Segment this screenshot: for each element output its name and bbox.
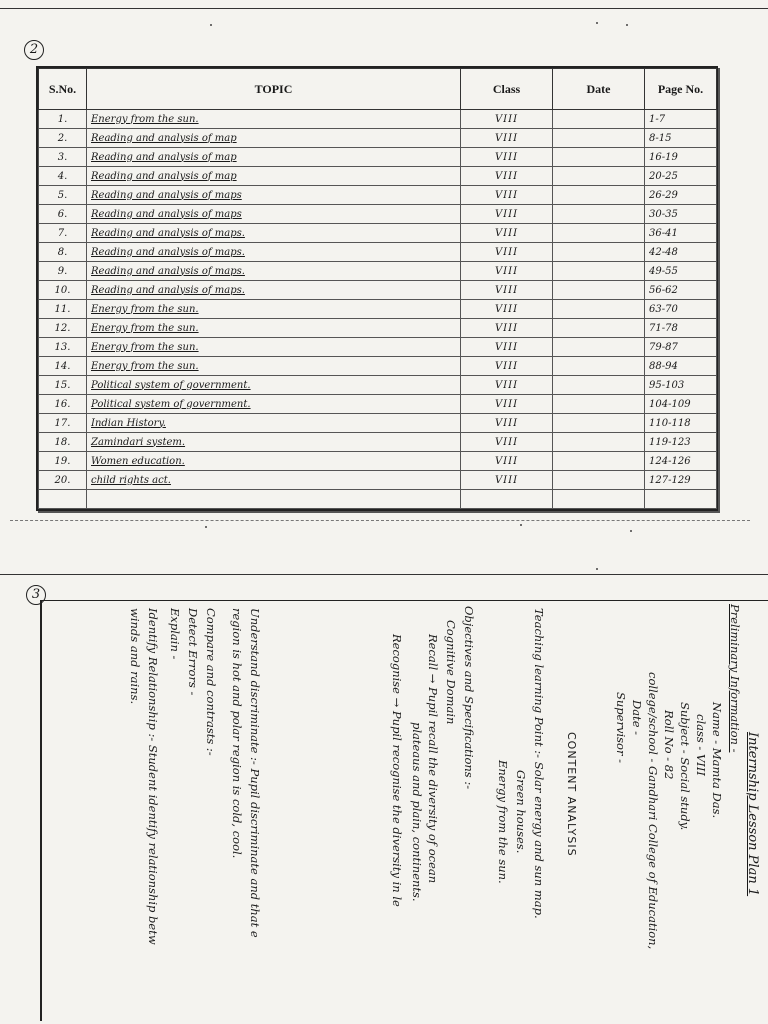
understand-continued: region is hot and polar region is cold, cool. [230,608,244,859]
row-topic: Indian History. [87,414,461,433]
row-page: 30-35 [645,205,717,224]
table-row [39,376,717,395]
table-row [39,167,717,186]
row-sno: 2. [39,129,87,148]
row-topic: Energy from the sun. [87,319,461,338]
row-date [553,395,645,414]
header-date: Date [553,69,645,110]
recall-continued: plateaus and plain, continents. [410,722,424,902]
college-line: college/school - Gandhari College of Education, [646,672,660,950]
row-topic: Reading and analysis of map [87,167,461,186]
identify-relationship-line: Identify Relationship :- Student identify relationship betw [146,608,160,945]
table-row [39,338,717,357]
row-class: VIII [461,452,553,471]
row-date [553,129,645,148]
date-line: Date - [630,700,644,736]
row-topic: child rights act. [87,471,461,490]
table-row [39,224,717,243]
row-page: 26-29 [645,186,717,205]
row-sno: 19. [39,452,87,471]
class-line: class - VIII [694,714,708,776]
row-class: VIII [461,262,553,281]
row-date [553,471,645,490]
row-class: VIII [461,129,553,148]
scan-speck [210,24,212,26]
row-page: 20-25 [645,167,717,186]
row-sno: 9. [39,262,87,281]
row-sno: 1. [39,110,87,129]
row-topic: Energy from the sun. [87,110,461,129]
roll-line: Roll No - 82 [662,710,676,780]
row-page: 63-70 [645,300,717,319]
row-topic: Reading and analysis of maps. [87,281,461,300]
row-page: 8-15 [645,129,717,148]
row-page [645,490,717,509]
row-date [553,452,645,471]
row-class: VIII [461,300,553,319]
header-class: Class [461,69,553,110]
row-topic: Reading and analysis of maps. [87,262,461,281]
row-page: 127-129 [645,471,717,490]
detect-errors-line: Detect Errors - [186,608,200,696]
row-sno: 14. [39,357,87,376]
row-date [553,319,645,338]
index-table [38,68,717,509]
row-page: 49-55 [645,262,717,281]
row-class: VIII [461,205,553,224]
row-page: 88-94 [645,357,717,376]
row-date [553,243,645,262]
row-date [553,167,645,186]
scan-speck [596,568,598,570]
table-row [39,281,717,300]
page-break-line-2 [10,520,750,521]
header-topic: TOPIC [87,69,461,110]
lesson-plan-content-lower [0,602,264,1017]
row-page: 1-7 [645,110,717,129]
table-row [39,471,717,490]
row-topic: Reading and analysis of maps [87,186,461,205]
row-topic: Zamindari system. [87,433,461,452]
content-analysis-heading: CONTENT ANALYSIS [565,732,578,857]
row-sno: 12. [39,319,87,338]
index-table-body [39,110,717,509]
table-row [39,452,717,471]
row-topic: Reading and analysis of map [87,129,461,148]
explain-line: Explain - [168,608,182,660]
row-class: VIII [461,414,553,433]
row-date [553,186,645,205]
row-sno: 3. [39,148,87,167]
row-date [553,376,645,395]
row-date [553,205,645,224]
row-sno: 11. [39,300,87,319]
row-page: 95-103 [645,376,717,395]
table-row [39,129,717,148]
row-sno: 8. [39,243,87,262]
teaching-sub-2: Energy from the sun. [496,760,510,884]
table-row [39,243,717,262]
scan-speck [630,530,632,532]
identify-continued: winds and rains. [128,608,142,705]
row-sno: 10. [39,281,87,300]
row-class: VIII [461,148,553,167]
row-sno: 4. [39,167,87,186]
scan-speck [205,526,207,528]
row-class: VIII [461,471,553,490]
row-date [553,224,645,243]
table-row [39,186,717,205]
row-page: 104-109 [645,395,717,414]
row-page: 119-123 [645,433,717,452]
row-topic: Reading and analysis of maps. [87,224,461,243]
row-sno: 6. [39,205,87,224]
row-topic: Reading and analysis of maps [87,205,461,224]
row-page: 124-126 [645,452,717,471]
table-row [39,395,717,414]
row-topic: Energy from the sun. [87,357,461,376]
table-row [39,414,717,433]
row-date [553,110,645,129]
recall-line: Recall → Pupil recall the diversity of ocean [426,634,440,884]
row-topic: Reading and analysis of map [87,148,461,167]
row-page: 71-78 [645,319,717,338]
row-class: VIII [461,167,553,186]
row-date [553,300,645,319]
objectives-heading: Objectives and Specifications :- [462,606,476,790]
subject-line: Subject - Social study. [678,702,692,831]
row-date [553,148,645,167]
page-number-badge-2: 2 [24,40,44,60]
row-topic: Reading and analysis of maps. [87,243,461,262]
row-class: VIII [461,186,553,205]
row-sno: 7. [39,224,87,243]
row-date [553,433,645,452]
index-table-container [36,66,718,511]
top-page-edge [0,8,768,9]
row-class [461,490,553,509]
row-page: 56-62 [645,281,717,300]
row-page: 42-48 [645,243,717,262]
row-sno: 18. [39,433,87,452]
row-class: VIII [461,319,553,338]
header-page: Page No. [645,69,717,110]
row-class: VIII [461,281,553,300]
table-row [39,300,717,319]
cognitive-heading: Cognitive Domain [444,620,458,725]
name-line: Name - Mamta Das. [710,702,724,819]
row-sno [39,490,87,509]
row-page: 110-118 [645,414,717,433]
row-date [553,414,645,433]
scan-speck [626,24,628,26]
row-sno: 13. [39,338,87,357]
table-row [39,262,717,281]
row-class: VIII [461,376,553,395]
row-class: VIII [461,224,553,243]
table-row [39,148,717,167]
table-row [39,110,717,129]
recognise-line: Recognise → Pupil recognise the diversity in le [390,634,404,907]
row-page: 79-87 [645,338,717,357]
row-class: VIII [461,243,553,262]
row-class: VIII [461,433,553,452]
row-class: VIII [461,110,553,129]
table-row [39,319,717,338]
lesson-plan-title: Internship Lesson Plan 1 [745,732,760,897]
row-sno: 16. [39,395,87,414]
table-row [39,205,717,224]
row-topic: Political system of government. [87,376,461,395]
row-topic [87,490,461,509]
row-date [553,338,645,357]
scan-speck [596,22,598,24]
row-topic: Energy from the sun. [87,338,461,357]
row-page: 16-19 [645,148,717,167]
table-row [39,433,717,452]
row-sno: 15. [39,376,87,395]
row-date [553,357,645,376]
row-class: VIII [461,357,553,376]
row-date [553,281,645,300]
row-date [553,262,645,281]
row-class: VIII [461,395,553,414]
page-number-badge-3: 3 [26,585,46,605]
table-row [39,357,717,376]
supervisor-line: Supervisor - [614,692,628,763]
scan-speck [520,524,522,526]
row-sno: 20. [39,471,87,490]
row-sno: 5. [39,186,87,205]
row-date [553,490,645,509]
teaching-point-line: Teaching learning Point :- Solar energy and sun map. [532,608,546,919]
row-topic: Political system of government. [87,395,461,414]
index-header-row [39,69,717,110]
preliminary-heading: Preliminary Information - [728,604,742,753]
teaching-sub-1: Green houses. [514,770,528,854]
header-sno: S.No. [39,69,87,110]
row-sno: 17. [39,414,87,433]
row-class: VIII [461,338,553,357]
understand-line-2: Understand discriminate :- Pupil discriminate and that e [248,608,262,938]
row-topic: Energy from the sun. [87,300,461,319]
row-page: 36-41 [645,224,717,243]
table-row [39,490,717,509]
compare-line: Compare and contrasts :- [204,608,218,756]
page-break-line [0,574,768,575]
row-topic: Women education. [87,452,461,471]
